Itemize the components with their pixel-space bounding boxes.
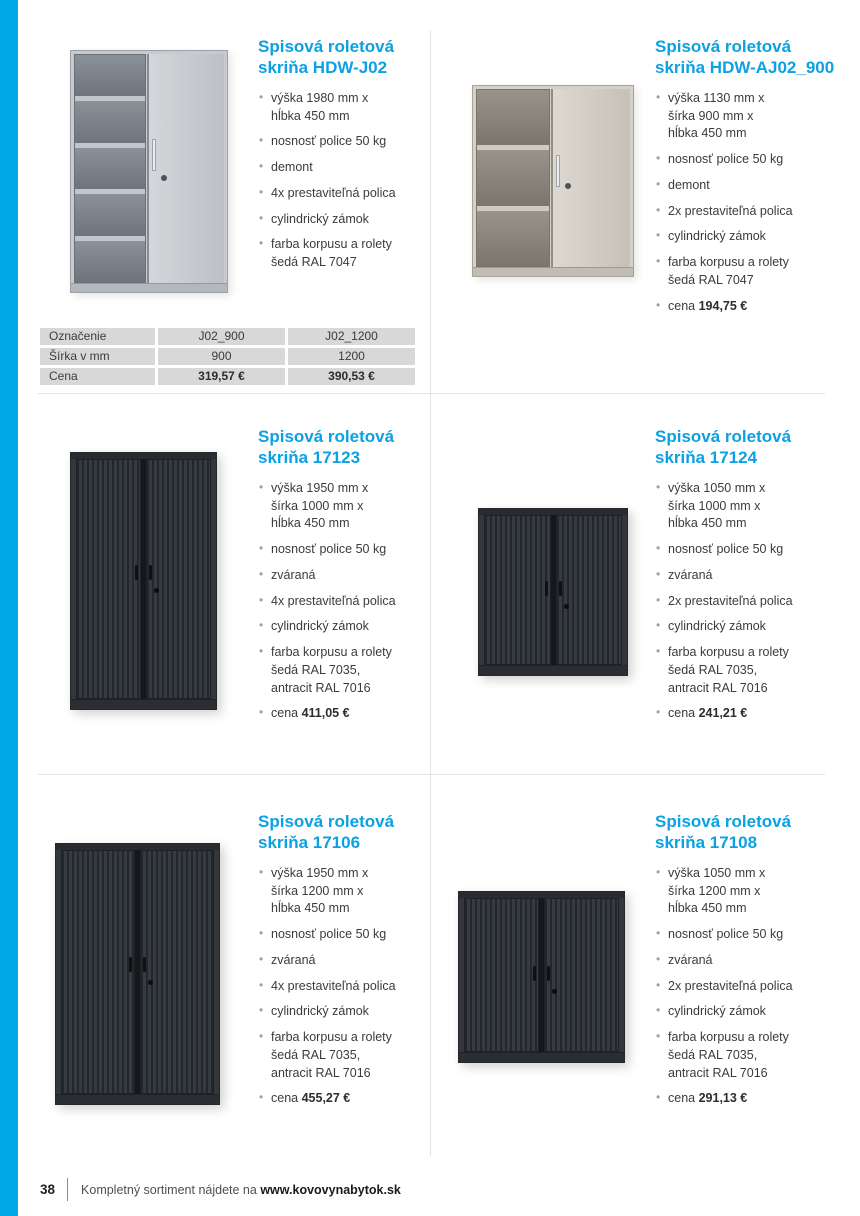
beige-sliding-door-cabinet-short-image — [472, 85, 634, 277]
keyhole-icon — [564, 604, 569, 609]
spec-item: • zváraná — [258, 952, 426, 970]
spec-item-price: • cena 411,05 € — [258, 705, 426, 723]
tambour-door-right — [140, 850, 214, 1094]
spec-item: • farba korpusu a rolety šedá RAL 7035, antracit RAL 7016 — [655, 644, 827, 697]
spec-item: • farba korpusu a rolety šedá RAL 7035, antracit RAL 7016 — [258, 644, 426, 697]
product-specs — [655, 865, 827, 1108]
product-title: Spisová roletová skriňa HDW-J02 — [258, 37, 395, 78]
spec-item: • nosnosť police 50 kg — [258, 541, 426, 559]
sliding-door — [147, 54, 224, 283]
spec-item: • 4x prestaviteľná polica — [258, 185, 426, 203]
door-handle-icon — [135, 565, 138, 580]
tambour-door-right — [556, 515, 623, 665]
product-info — [655, 426, 827, 731]
door-handle-icon — [149, 565, 152, 580]
spec-item: • výška 1950 mm x šírka 1200 mm x hĺbka 450 mm — [258, 865, 426, 918]
spec-item: • 2x prestaviteľná polica — [655, 978, 827, 996]
anthracite-tambour-cabinet-tall-image — [70, 452, 217, 710]
spec-item: • výška 1050 mm x šírka 1200 mm x hĺbka 450 mm — [655, 865, 827, 918]
spec-item: • farba korpusu a rolety šedá RAL 7047 — [258, 236, 426, 272]
table-row-label: Označenie — [40, 328, 155, 345]
spec-item: • výška 1130 mm x šírka 900 mm x hĺbka 450 mm — [655, 90, 827, 143]
product-specs — [258, 480, 426, 723]
table-cell: J02_1200 — [288, 328, 415, 345]
door-handle-icon — [559, 581, 562, 596]
spec-item: • demont — [258, 159, 426, 177]
product-specs — [655, 90, 827, 316]
keyhole-icon — [154, 588, 159, 593]
spec-item: • 2x prestaviteľná polica — [655, 203, 827, 221]
spec-item: • 4x prestaviteľná polica — [258, 593, 426, 611]
table-row-label: Šírka v mm — [40, 348, 155, 365]
spec-item: • nosnosť police 50 kg — [258, 926, 426, 944]
tambour-door-left — [76, 459, 141, 699]
product-specs — [258, 865, 426, 1108]
spec-item-price: • cena 241,21 € — [655, 705, 827, 723]
product-info — [655, 811, 827, 1116]
door-handle-icon — [547, 966, 550, 981]
anthracite-tambour-cabinet-tall-wide-image — [55, 843, 220, 1105]
spec-item-price: • cena 194,75 € — [655, 298, 827, 316]
table-row-price — [40, 368, 415, 385]
sliding-door — [551, 89, 630, 267]
door-handle-icon — [129, 957, 132, 972]
shelf-compartment — [477, 90, 549, 150]
page-number: 38 — [40, 1182, 56, 1197]
table-cell: 900 — [158, 348, 285, 365]
page-footer — [40, 1178, 401, 1201]
spec-item: • farba korpusu a rolety šedá RAL 7035, antracit RAL 7016 — [258, 1029, 426, 1082]
shelf-compartment — [75, 194, 145, 240]
product-title: Spisová roletová skriňa 17124 — [655, 427, 792, 468]
spec-item: • zváraná — [655, 567, 827, 585]
door-handle-icon — [545, 581, 548, 596]
shelf-compartment — [75, 101, 145, 147]
tambour-door-left — [61, 850, 135, 1094]
table-row-label: Cena — [40, 368, 155, 385]
footer-url-link[interactable]: www.kovovynabytok.sk — [260, 1182, 401, 1197]
spec-item: • cylindrický zámok — [655, 1003, 827, 1021]
footer-text: Kompletný sortiment nájdete na www.kovovynabytok.sk — [81, 1182, 401, 1197]
keyhole-icon — [565, 183, 571, 189]
shelf-compartment — [477, 150, 549, 210]
door-handle-icon — [152, 139, 156, 171]
spec-item: • nosnosť police 50 kg — [655, 926, 827, 944]
product-title: Spisová roletová skriňa HDW-AJ02_900 — [655, 37, 835, 78]
column-divider — [430, 30, 431, 1156]
product-title: Spisová roletová skriňa 17123 — [258, 427, 395, 468]
spec-item: • zváraná — [258, 567, 426, 585]
spec-item-price: • cena 455,27 € — [258, 1090, 426, 1108]
product-title: Spisová roletová skriňa 17106 — [258, 812, 395, 853]
spec-item: • výška 1980 mm x hĺbka 450 mm — [258, 90, 426, 126]
spec-item-price: • cena 291,13 € — [655, 1090, 827, 1108]
spec-item: • 2x prestaviteľná polica — [655, 593, 827, 611]
spec-item: • zváraná — [655, 952, 827, 970]
spec-item: • demont — [655, 177, 827, 195]
table-cell: 1200 — [288, 348, 415, 365]
gray-sliding-door-cabinet-tall-image — [70, 50, 228, 293]
spec-item: • výška 1050 mm x šírka 1000 mm x hĺbka 450 mm — [655, 480, 827, 533]
spec-item: • cylindrický zámok — [258, 211, 426, 229]
footer-divider — [67, 1178, 68, 1201]
variant-table — [40, 328, 415, 388]
spec-item: • nosnosť police 50 kg — [655, 541, 827, 559]
product-title: Spisová roletová skriňa 17108 — [655, 812, 792, 853]
table-row — [40, 348, 415, 365]
spec-item: • výška 1950 mm x šírka 1000 mm x hĺbka 450 mm — [258, 480, 426, 533]
product-specs — [258, 90, 426, 272]
spec-item: • nosnosť police 50 kg — [258, 133, 426, 151]
row-divider — [38, 774, 825, 775]
tambour-door-right — [544, 898, 619, 1052]
shelf-compartment — [477, 211, 549, 266]
tambour-door-left — [464, 898, 539, 1052]
product-info — [258, 426, 426, 731]
spec-item: • cylindrický zámok — [655, 618, 827, 636]
product-info — [655, 36, 835, 323]
product-specs — [655, 480, 827, 723]
accent-stripe — [0, 0, 18, 1216]
keyhole-icon — [161, 175, 167, 181]
tambour-door-right — [146, 459, 211, 699]
spec-item: • 4x prestaviteľná polica — [258, 978, 426, 996]
anthracite-tambour-cabinet-short-wide-image — [458, 891, 625, 1063]
spec-item: • cylindrický zámok — [258, 618, 426, 636]
spec-item: • cylindrický zámok — [258, 1003, 426, 1021]
spec-item: • farba korpusu a rolety šedá RAL 7047 — [655, 254, 827, 290]
shelf-compartment — [75, 241, 145, 282]
door-handle-icon — [556, 155, 560, 187]
table-cell: J02_900 — [158, 328, 285, 345]
table-cell-price: 319,57 € — [158, 368, 285, 385]
tambour-door-left — [484, 515, 551, 665]
table-cell-price: 390,53 € — [288, 368, 415, 385]
anthracite-tambour-cabinet-short-image — [478, 508, 628, 676]
product-info — [258, 811, 426, 1116]
keyhole-icon — [552, 989, 557, 994]
product-info — [258, 36, 426, 280]
door-handle-icon — [533, 966, 536, 981]
spec-item: • nosnosť police 50 kg — [655, 151, 827, 169]
spec-item: • cylindrický zámok — [655, 228, 827, 246]
row-divider — [38, 393, 825, 394]
shelf-compartment — [75, 148, 145, 194]
table-row — [40, 328, 415, 345]
spec-item: • farba korpusu a rolety šedá RAL 7035, antracit RAL 7016 — [655, 1029, 827, 1082]
shelf-compartment — [75, 55, 145, 101]
door-handle-icon — [143, 957, 146, 972]
